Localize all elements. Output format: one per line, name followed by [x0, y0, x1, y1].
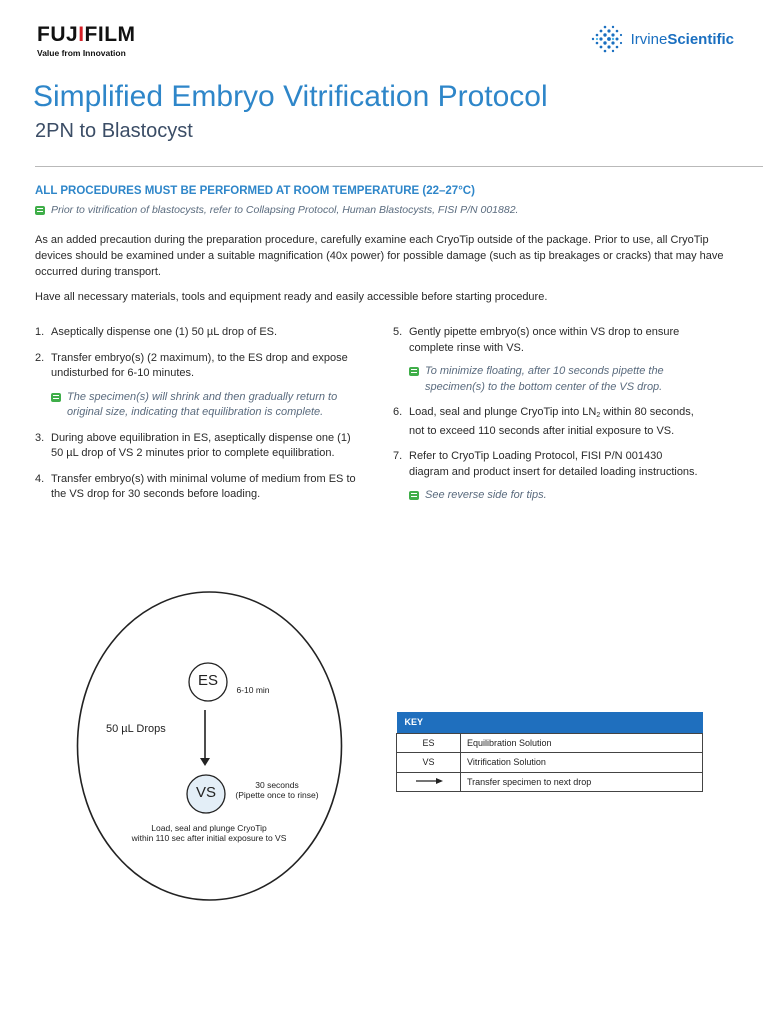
step-7-tip: See reverse side for tips.	[409, 488, 703, 504]
es-drop-label: ES	[197, 672, 218, 689]
key-code-es: ES	[397, 733, 461, 753]
step-2: 2. Transfer embryo(s) (2 maximum), to the ES drop and expose undisturbed for 6-10 minutes.	[35, 351, 348, 379]
step-3: 3. During above equilibration in ES, aseptically dispense one (1) 50 µL drop of VS 2 minutes prior to complete equilibration.	[35, 431, 351, 459]
step-5: 5. Gently pipette embryo(s) once within VS drop to ensure complete rinse with VS.	[393, 326, 680, 354]
table-row	[397, 733, 703, 753]
step-4: 4. Transfer embryo(s) with minimal volume of medium from ES to the VS drop for 30 seconds before loading.	[35, 472, 356, 500]
key-code-vs: VS	[397, 753, 461, 773]
fujifilm-logo	[37, 24, 136, 58]
key-desc-arrow: Transfer specimen to next drop	[461, 772, 703, 792]
step-1: 1. Aseptically dispense one (1) 50 µL drop of ES.	[35, 326, 278, 338]
step-5-tip: To minimize floating, after 10 seconds pipette the specimen(s) to the bottom center of the VS drop.	[409, 364, 703, 395]
page-title: Simplified Embryo Vitrification Protocol	[33, 80, 548, 113]
arrow-icon	[414, 777, 444, 785]
irvine-scientific-logo	[589, 24, 734, 54]
arrow-head	[200, 758, 210, 766]
steps-right-column	[393, 325, 703, 514]
step-7: 7. Refer to CryoTip Loading Protocol, FISI P/N 001430 diagram and product insert for detailed loading instructions.	[393, 450, 698, 478]
table-row	[397, 772, 703, 792]
key-table	[396, 712, 703, 792]
page-subtitle: 2PN to Blastocyst	[35, 120, 193, 142]
es-time-label: 6-10 min	[236, 685, 270, 695]
key-desc-vs: Vitrification Solution	[461, 753, 703, 773]
dish-outline	[78, 592, 342, 900]
intro-paragraph-precaution: As an added precaution during the preparation procedure, carefully examine each CryoTip outside of the package. Prior to use, all CryoTip devices should be examined under a suitable magnification (40x power) for possible damage (such as tip breakages or cracks) that may have occurred during transport.	[35, 234, 724, 278]
key-header: KEY	[397, 712, 703, 733]
note-icon	[409, 367, 419, 376]
steps-left-column	[35, 325, 365, 513]
drops-volume-label: 50 µL Drops	[106, 723, 166, 735]
step-6: 6. Load, seal and plunge CryoTip into LN2 within 80 seconds, not to exceed 110 seconds after initial exposure to VS.	[393, 406, 694, 437]
note-icon	[35, 206, 45, 215]
irvine-scientific-wordmark: IrvineScientific	[630, 30, 734, 48]
key-desc-es: Equilibration Solution	[461, 733, 703, 753]
plunge-instruction-label: Load, seal and plunge CryoTip within 110 sec after initial exposure to VS	[131, 823, 287, 843]
step-2-tip: The specimen(s) will shrink and then gradually return to original size, indicating that equilibration is complete.	[51, 390, 365, 421]
temperature-warning: ALL PROCEDURES MUST BE PERFORMED AT ROOM TEMPERATURE (22–27°C)	[35, 185, 475, 197]
intro-paragraph-materials: Have all necessary materials, tools and equipment ready and easily accessible before starting procedure.	[35, 291, 548, 303]
dot-grid-icon	[589, 24, 625, 54]
title-divider	[35, 166, 763, 167]
key-code-arrow	[397, 772, 461, 792]
table-row	[397, 753, 703, 773]
vs-time-label: 30 seconds (Pipette once to rinse)	[235, 780, 319, 800]
dish-svg	[76, 590, 343, 902]
fujifilm-tagline: Value from Innovation	[37, 48, 126, 58]
note-icon	[409, 491, 419, 500]
vs-drop-label: VS	[195, 784, 216, 801]
note-icon	[51, 393, 61, 402]
culture-dish-diagram	[76, 590, 343, 902]
fujifilm-wordmark: FUJIFILM	[37, 23, 136, 46]
blastocyst-note: Prior to vitrification of blastocysts, refer to Collapsing Protocol, Human Blastocysts, FISI P/N 001882.	[35, 204, 518, 216]
